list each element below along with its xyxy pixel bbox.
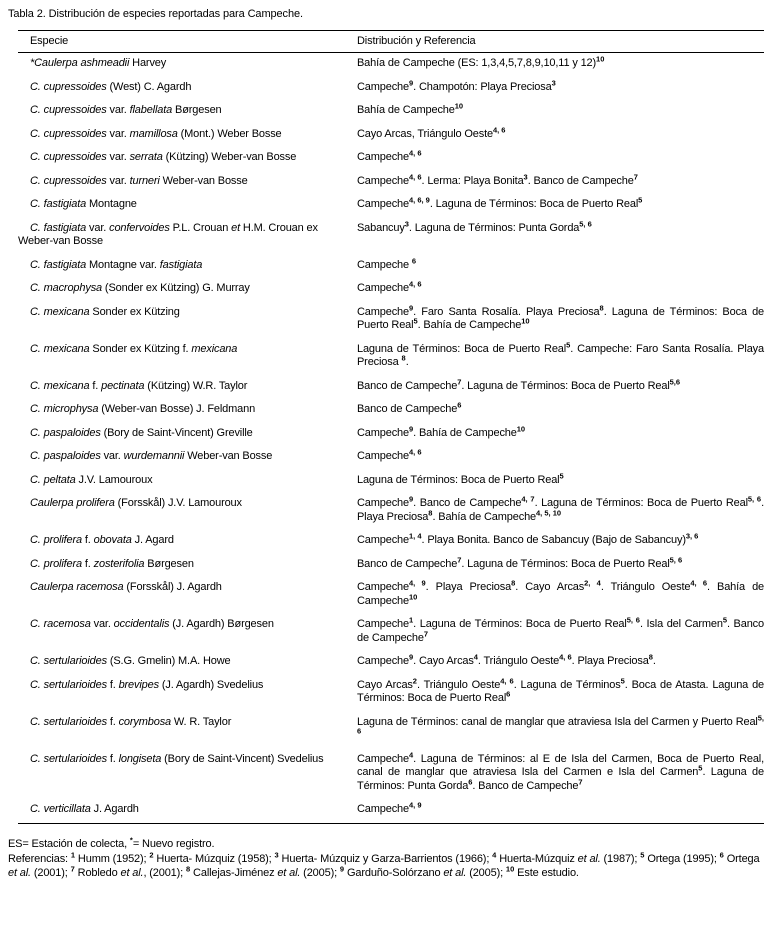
species-cell: C. cupressoides var. mamillosa (Mont.) Weber Bosse	[30, 127, 282, 140]
table-row	[18, 675, 764, 712]
species-cell: C. sertularioides f. corymbosa W. R. Taylor	[30, 715, 232, 728]
species-cell: C. cupressoides var. serrata (Kützing) Weber-van Bosse	[30, 151, 297, 163]
table-row	[18, 423, 764, 447]
species-cell: C. prolifera f. zosterifolia Børgesen	[30, 557, 194, 570]
species-cell: C. sertularioides f. longiseta (Bory de Saint-Vincent) Svedelius	[30, 752, 324, 765]
species-cell: C. fastigiata Montagne	[30, 198, 137, 210]
footnote-references: Referencias: $^1$ Humm (1952); $^2$ Huerta- Múzquiz (1958); $^3$ Huerta- Múzquiz y Garza-Barrientos (1966); $^4$ Huerta-Múzquiz et al. (1987); $^5$ Ortega (1995); $^6$ Ortega et al. (2001); $^7$ Robledo et al., (2001); $^8$ Callejas-Jiménez et al. (2005); $^9$ Garduño-Solórzano et al. (2005); $^{10}$ Este estudio.	[8, 850, 760, 879]
distribution-cell: Banco de Campeche$^7$. Laguna de Términos: Boca de Puerto Real$^{5,6}$	[357, 376, 681, 392]
table-row	[18, 124, 764, 148]
table-footnotes	[8, 834, 768, 881]
species-cell: C. microphysa (Weber-van Bosse) J. Feldmann	[30, 403, 256, 415]
distribution-cell: Campeche$^9$. Banco de Campeche$^{4, 7}$. Laguna de Términos: Boca de Puerto Real$^{5, 6}$. Playa Preciosa$^8$. Bahía de Campeche$^{4, 5, 10}$	[357, 494, 765, 523]
distribution-cell: Banco de Campeche$^6$	[357, 400, 462, 415]
distribution-cell: Campeche$^{4, 6}$	[357, 279, 422, 294]
distribution-cell: Laguna de Términos: Boca de Puerto Real$^5$	[357, 470, 564, 486]
table-row	[18, 712, 764, 749]
distribution-cell: Campeche$^1$. Laguna de Términos: Boca de Puerto Real$^{5, 6}$. Isla del Carmen$^5$. Banco de Campeche$^7$	[357, 615, 764, 644]
species-cell: C. cupressoides var. flabellata Børgesen	[30, 104, 222, 116]
distribution-cell: Campeche $^6$	[357, 255, 417, 271]
table-row	[18, 339, 764, 376]
table-row	[18, 53, 764, 77]
column-header-distribution: Distribución y Referencia	[357, 31, 764, 53]
distribution-cell: Cayo Arcas$^2$. Triángulo Oeste$^{4, 6}$. Laguna de Términos$^5$. Boca de Atasta. Laguna de Términos: Boca de Puerto Real$^6$	[357, 675, 764, 704]
species-cell: C. paspaloides (Bory de Saint-Vincent) Greville	[30, 426, 253, 439]
species-cell: C. macrophysa (Sonder ex Kützing) G. Murray	[30, 282, 250, 294]
distribution-cell: Campeche$^4$. Laguna de Términos: al E de Isla del Carmen, Boca de Puerto Real, canal de manglar que atraviesa Isla del Carmen e Isla del Carmen$^5$. Laguna de Términos: Punta Gorda$^6$. Banco de Campeche$^7$	[357, 749, 764, 792]
table-row	[18, 302, 764, 339]
table-row	[18, 399, 764, 423]
distribution-cell: Campeche$^{4, 6}$	[357, 148, 422, 163]
species-cell: C. fastigiata var. confervoides P.L. Crouan et H.M. Crouan ex Weber-van Bosse	[18, 221, 318, 247]
header-row	[18, 31, 764, 53]
species-cell: C. racemosa var. occidentalis (J. Agardh) Børgesen	[30, 618, 274, 630]
table-header	[18, 31, 764, 53]
table-row	[18, 577, 764, 614]
distribution-cell: Campeche$^{4, 6}$. Lerma: Playa Bonita$^3$. Banco de Campeche$^7$	[357, 171, 638, 187]
species-cell: C. sertularioides f. brevipes (J. Agardh) Svedelius	[30, 678, 264, 691]
table-title: Tabla 2. Distribución de especies reportadas para Campeche.	[8, 8, 303, 20]
table-row	[18, 171, 764, 195]
distribution-cell: Campeche$^9$. Champotón: Playa Preciosa$^3$	[357, 77, 556, 93]
distribution-cell: Bahía de Campeche (ES: 1,3,4,5,7,8,9,10,11 y 12)$^{10}$	[357, 54, 605, 69]
table-row	[18, 651, 764, 675]
distribution-cell: Campeche$^{4, 9}$. Playa Preciosa$^8$. Cayo Arcas$^{2, 4}$. Triángulo Oeste$^{4, 6}$. Bahía de Campeche$^{10}$	[357, 578, 764, 607]
species-cell: C. cupressoides var. turneri Weber-van Bosse	[30, 174, 248, 187]
distribution-cell: Campeche$^9$. Faro Santa Rosalía. Playa Preciosa$^8$. Laguna de Términos: Boca de Puerto Real$^5$. Bahía de Campeche$^{10}$	[357, 302, 764, 331]
footnote-legend: ES= Estación de colecta, *= Nuevo registro.	[8, 834, 215, 850]
table-row	[18, 376, 764, 400]
table-row	[18, 554, 764, 578]
species-cell: Caulerpa racemosa (Forsskål) J. Agardh	[30, 581, 222, 593]
species-cell: C. paspaloides var. wurdemannii Weber-van Bosse	[30, 450, 273, 462]
distribution-cell: Campeche$^9$. Cayo Arcas$^4$. Triángulo Oeste$^{4, 6}$. Playa Preciosa$^8$.	[357, 652, 656, 667]
table-row	[18, 799, 764, 823]
table-row	[18, 530, 764, 554]
table-row	[18, 147, 764, 171]
table-row	[18, 194, 764, 218]
distribution-cell: Sabancuy$^3$. Laguna de Términos: Punta Gorda$^{5, 6}$	[357, 218, 592, 234]
distribution-cell: Campeche$^{4, 6}$	[357, 447, 422, 462]
species-cell: C. mexicana f. pectinata (Kützing) W.R. Taylor	[30, 379, 248, 392]
distribution-cell: Campeche$^{4, 9}$	[357, 800, 422, 815]
table-row	[18, 278, 764, 302]
species-cell: C. mexicana Sonder ex Kützing f. mexicana	[30, 342, 238, 355]
table-row	[18, 77, 764, 101]
species-cell: C. prolifera f. obovata J. Agard	[30, 534, 174, 546]
species-cell: Caulerpa prolifera (Forsskål) J.V. Lamouroux	[30, 497, 242, 509]
distribution-cell: Cayo Arcas, Triángulo Oeste$^{4, 6}$	[357, 124, 506, 140]
species-cell: *Caulerpa ashmeadii Harvey	[30, 57, 167, 69]
distribution-cell: Campeche$^{1, 4}$. Playa Bonita. Banco de Sabancuy (Bajo de Sabancuy)$^{3, 6}$	[357, 531, 699, 546]
column-header-species: Especie	[18, 31, 357, 53]
table-row	[18, 470, 764, 494]
table-row	[18, 255, 764, 279]
distribution-cell: Laguna de Términos: Boca de Puerto Real$^5$. Campeche: Faro Santa Rosalía. Playa Preciosa $^8$.	[357, 339, 764, 368]
table-row	[18, 614, 764, 651]
table-body	[18, 53, 764, 824]
species-cell: C. peltata J.V. Lamouroux	[30, 473, 153, 486]
table-row	[18, 493, 764, 530]
distribution-cell: Laguna de Términos: canal de manglar que atraviesa Isla del Carmen y Puerto Real$^{5, 6}$	[357, 712, 764, 736]
table-row	[18, 749, 764, 800]
table-row	[18, 218, 764, 255]
distribution-cell: Banco de Campeche$^7$. Laguna de Términos: Boca de Puerto Real$^{5, 6}$	[357, 554, 683, 570]
table-row	[18, 446, 764, 470]
species-cell: C. fastigiata Montagne var. fastigiata	[30, 258, 203, 271]
distribution-cell: Bahía de Campeche$^{10}$	[357, 101, 464, 116]
species-cell: C. verticillata J. Agardh	[30, 803, 139, 815]
distribution-cell: Campeche$^9$. Bahía de Campeche$^{10}$	[357, 423, 526, 439]
table-row	[18, 100, 764, 124]
species-cell: C. cupressoides (West) C. Agardh	[30, 80, 192, 93]
species-cell: C. mexicana Sonder ex Kützing	[30, 305, 180, 318]
distribution-cell: Campeche$^{4, 6, 9}$. Laguna de Términos: Boca de Puerto Real$^5$	[357, 195, 643, 210]
species-cell: C. sertularioides (S.G. Gmelin) M.A. Howe	[30, 655, 231, 667]
species-distribution-table	[18, 30, 764, 824]
